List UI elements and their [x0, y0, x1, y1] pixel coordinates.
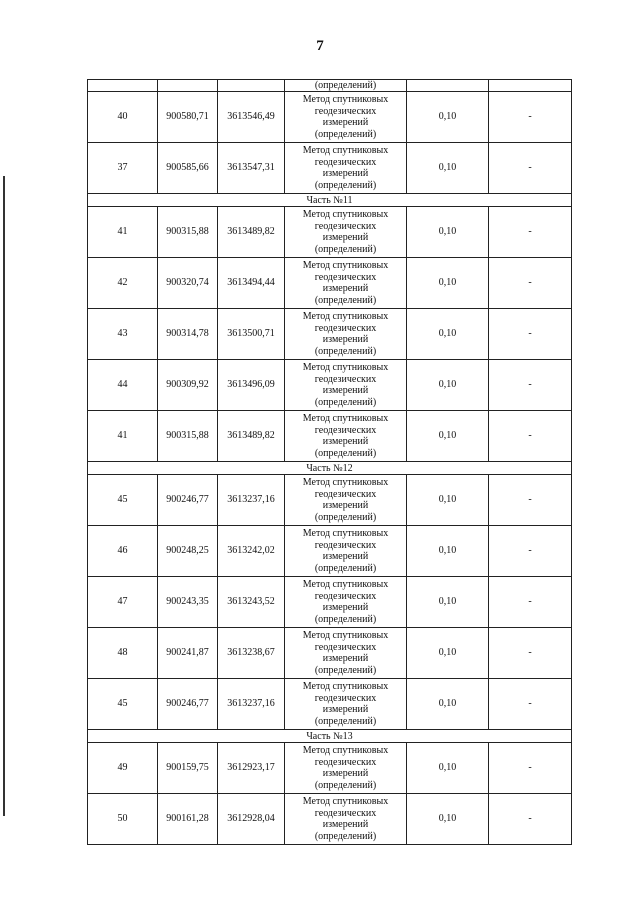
cell-x: 900246,77 [158, 679, 218, 730]
cell-point [88, 80, 158, 92]
cell-accuracy: 0,10 [407, 628, 489, 679]
table-row [88, 743, 572, 794]
method-line: измерений [322, 232, 369, 243]
cell-accuracy [407, 80, 489, 92]
method-line: (определений) [314, 715, 377, 727]
method-line: Метод спутниковых [302, 745, 389, 756]
cell-point: 41 [88, 207, 158, 258]
cell-x: 900315,88 [158, 411, 218, 462]
cell-method [285, 92, 407, 143]
cell-method [285, 526, 407, 577]
cell-method [285, 143, 407, 194]
method-line: измерений [322, 117, 369, 128]
method-line: геодезических [314, 220, 377, 232]
method-line: измерений [322, 334, 369, 345]
cell-x [158, 80, 218, 92]
method-line: геодезических [314, 807, 377, 819]
cell-x: 900314,78 [158, 309, 218, 360]
section-label: Часть №11 [88, 194, 572, 207]
page-number: 7 [316, 38, 324, 54]
method-line: (определений) [314, 345, 377, 357]
method-line: геодезических [314, 488, 377, 500]
cell-note: - [489, 526, 572, 577]
cell-point: 47 [88, 577, 158, 628]
method-line: Метод спутниковых [302, 630, 389, 641]
cell-point: 43 [88, 309, 158, 360]
cell-point: 40 [88, 92, 158, 143]
method-line: (определений) [314, 179, 377, 191]
cell-note: - [489, 309, 572, 360]
table-row [88, 258, 572, 309]
cell-point: 45 [88, 679, 158, 730]
method-line: геодезических [314, 692, 377, 704]
method-line: измерений [322, 653, 369, 664]
cell-point: 49 [88, 743, 158, 794]
cell-x: 900580,71 [158, 92, 218, 143]
cell-note: - [489, 207, 572, 258]
cell-note [489, 80, 572, 92]
method-line: Метод спутниковых [302, 413, 389, 424]
method-line: измерений [322, 385, 369, 396]
method-line: геодезических [314, 590, 377, 602]
cell-x: 900315,88 [158, 207, 218, 258]
method-line: (определений) [314, 664, 377, 676]
cell-x: 900161,28 [158, 794, 218, 845]
cell-accuracy: 0,10 [407, 360, 489, 411]
method-line: измерений [322, 551, 369, 562]
cell-point: 46 [88, 526, 158, 577]
cell-note: - [489, 679, 572, 730]
method-line: измерений [322, 283, 369, 294]
method-line: (определений) [314, 511, 377, 523]
cell-accuracy: 0,10 [407, 526, 489, 577]
table-row [88, 577, 572, 628]
cell-x: 900248,25 [158, 526, 218, 577]
coordinates-table [87, 79, 572, 845]
cell-method [285, 207, 407, 258]
section-header-row [88, 462, 572, 475]
cell-point: 37 [88, 143, 158, 194]
method-line: (определений) [314, 396, 377, 408]
method-line: измерений [322, 168, 369, 179]
method-line: геодезических [314, 373, 377, 385]
cell-method [285, 794, 407, 845]
cell-x: 900320,74 [158, 258, 218, 309]
method-line: измерений [322, 500, 369, 511]
cell-y: 3613489,82 [218, 411, 285, 462]
method-line: Метод спутниковых [302, 362, 389, 373]
method-line: измерений [322, 436, 369, 447]
coordinates-table-body [88, 80, 572, 845]
table-row [88, 628, 572, 679]
cell-note: - [489, 92, 572, 143]
cell-y: 3613500,71 [218, 309, 285, 360]
table-row-continued [88, 80, 572, 92]
method-line: геодезических [314, 756, 377, 768]
section-header-row [88, 194, 572, 207]
method-line: измерений [322, 602, 369, 613]
cell-note: - [489, 411, 572, 462]
table-row [88, 360, 572, 411]
cell-x: 900585,66 [158, 143, 218, 194]
cell-y: 3613237,16 [218, 475, 285, 526]
cell-y: 3613243,52 [218, 577, 285, 628]
table-row [88, 207, 572, 258]
cell-y: 3613494,44 [218, 258, 285, 309]
cell-accuracy: 0,10 [407, 258, 489, 309]
method-line: Метод спутниковых [302, 260, 389, 271]
method-line: (определений) [314, 447, 377, 459]
table-row [88, 92, 572, 143]
method-line: (определений) [314, 294, 377, 306]
cell-y: 3613546,49 [218, 92, 285, 143]
cell-x: 900159,75 [158, 743, 218, 794]
method-line: Метод спутниковых [302, 681, 389, 692]
cell-note: - [489, 628, 572, 679]
cell-accuracy: 0,10 [407, 411, 489, 462]
cell-method [285, 679, 407, 730]
method-line: (определений) [314, 562, 377, 574]
method-line: Метод спутниковых [302, 145, 389, 156]
cell-note: - [489, 577, 572, 628]
cell-accuracy: 0,10 [407, 309, 489, 360]
cell-note: - [489, 743, 572, 794]
cell-y: 3613237,16 [218, 679, 285, 730]
cell-x: 900243,35 [158, 577, 218, 628]
method-line: измерений [322, 704, 369, 715]
cell-point: 42 [88, 258, 158, 309]
cell-method [285, 475, 407, 526]
method-line: (определений) [314, 779, 377, 791]
method-line: геодезических [314, 641, 377, 653]
method-line: Метод спутниковых [302, 311, 389, 322]
method-line: геодезических [314, 424, 377, 436]
cell-y: 3613238,67 [218, 628, 285, 679]
cell-method [285, 411, 407, 462]
cell-y: 3613489,82 [218, 207, 285, 258]
method-line: геодезических [314, 271, 377, 283]
cell-accuracy: 0,10 [407, 207, 489, 258]
cell-accuracy: 0,10 [407, 92, 489, 143]
table-row [88, 309, 572, 360]
method-line: Метод спутниковых [302, 477, 389, 488]
cell-y: 3613496,09 [218, 360, 285, 411]
cell-accuracy: 0,10 [407, 743, 489, 794]
method-line: (определений) [314, 243, 377, 255]
table-row [88, 143, 572, 194]
cell-y: 3612923,17 [218, 743, 285, 794]
method-line: (определений) [314, 830, 377, 842]
cell-method [285, 743, 407, 794]
cell-y: 3613547,31 [218, 143, 285, 194]
cell-accuracy: 0,10 [407, 679, 489, 730]
cell-note: - [489, 258, 572, 309]
cell-accuracy: 0,10 [407, 475, 489, 526]
method-line: Метод спутниковых [302, 579, 389, 590]
table-row [88, 794, 572, 845]
cell-point: 48 [88, 628, 158, 679]
section-label: Часть №13 [88, 730, 572, 743]
cell-accuracy: 0,10 [407, 577, 489, 628]
cell-method [285, 258, 407, 309]
method-line: Метод спутниковых [302, 209, 389, 220]
method-line: геодезических [314, 105, 377, 117]
method-line: геодезических [314, 539, 377, 551]
method-line: измерений [322, 819, 369, 830]
cell-method: (определений) [285, 80, 407, 92]
method-line: Метод спутниковых [302, 528, 389, 539]
method-line: Метод спутниковых [302, 94, 389, 105]
cell-note: - [489, 360, 572, 411]
section-header-row [88, 730, 572, 743]
cell-point: 45 [88, 475, 158, 526]
cell-accuracy: 0,10 [407, 794, 489, 845]
cell-method [285, 309, 407, 360]
cell-x: 900241,87 [158, 628, 218, 679]
method-line: измерений [322, 768, 369, 779]
cell-x: 900246,77 [158, 475, 218, 526]
cell-note: - [489, 143, 572, 194]
method-line: (определений) [314, 128, 377, 140]
scan-margin-line [3, 176, 5, 816]
cell-method [285, 628, 407, 679]
table-row [88, 526, 572, 577]
cell-method [285, 360, 407, 411]
table-row [88, 411, 572, 462]
cell-x: 900309,92 [158, 360, 218, 411]
cell-note: - [489, 794, 572, 845]
cell-point: 44 [88, 360, 158, 411]
cell-point: 50 [88, 794, 158, 845]
cell-method [285, 577, 407, 628]
cell-accuracy: 0,10 [407, 143, 489, 194]
cell-y: 3612928,04 [218, 794, 285, 845]
cell-y: 3613242,02 [218, 526, 285, 577]
table-row [88, 475, 572, 526]
table-row [88, 679, 572, 730]
method-line: геодезических [314, 156, 377, 168]
cell-point: 41 [88, 411, 158, 462]
section-label: Часть №12 [88, 462, 572, 475]
method-line: (определений) [314, 613, 377, 625]
cell-note: - [489, 475, 572, 526]
cell-y [218, 80, 285, 92]
method-line: Метод спутниковых [302, 796, 389, 807]
method-line: геодезических [314, 322, 377, 334]
